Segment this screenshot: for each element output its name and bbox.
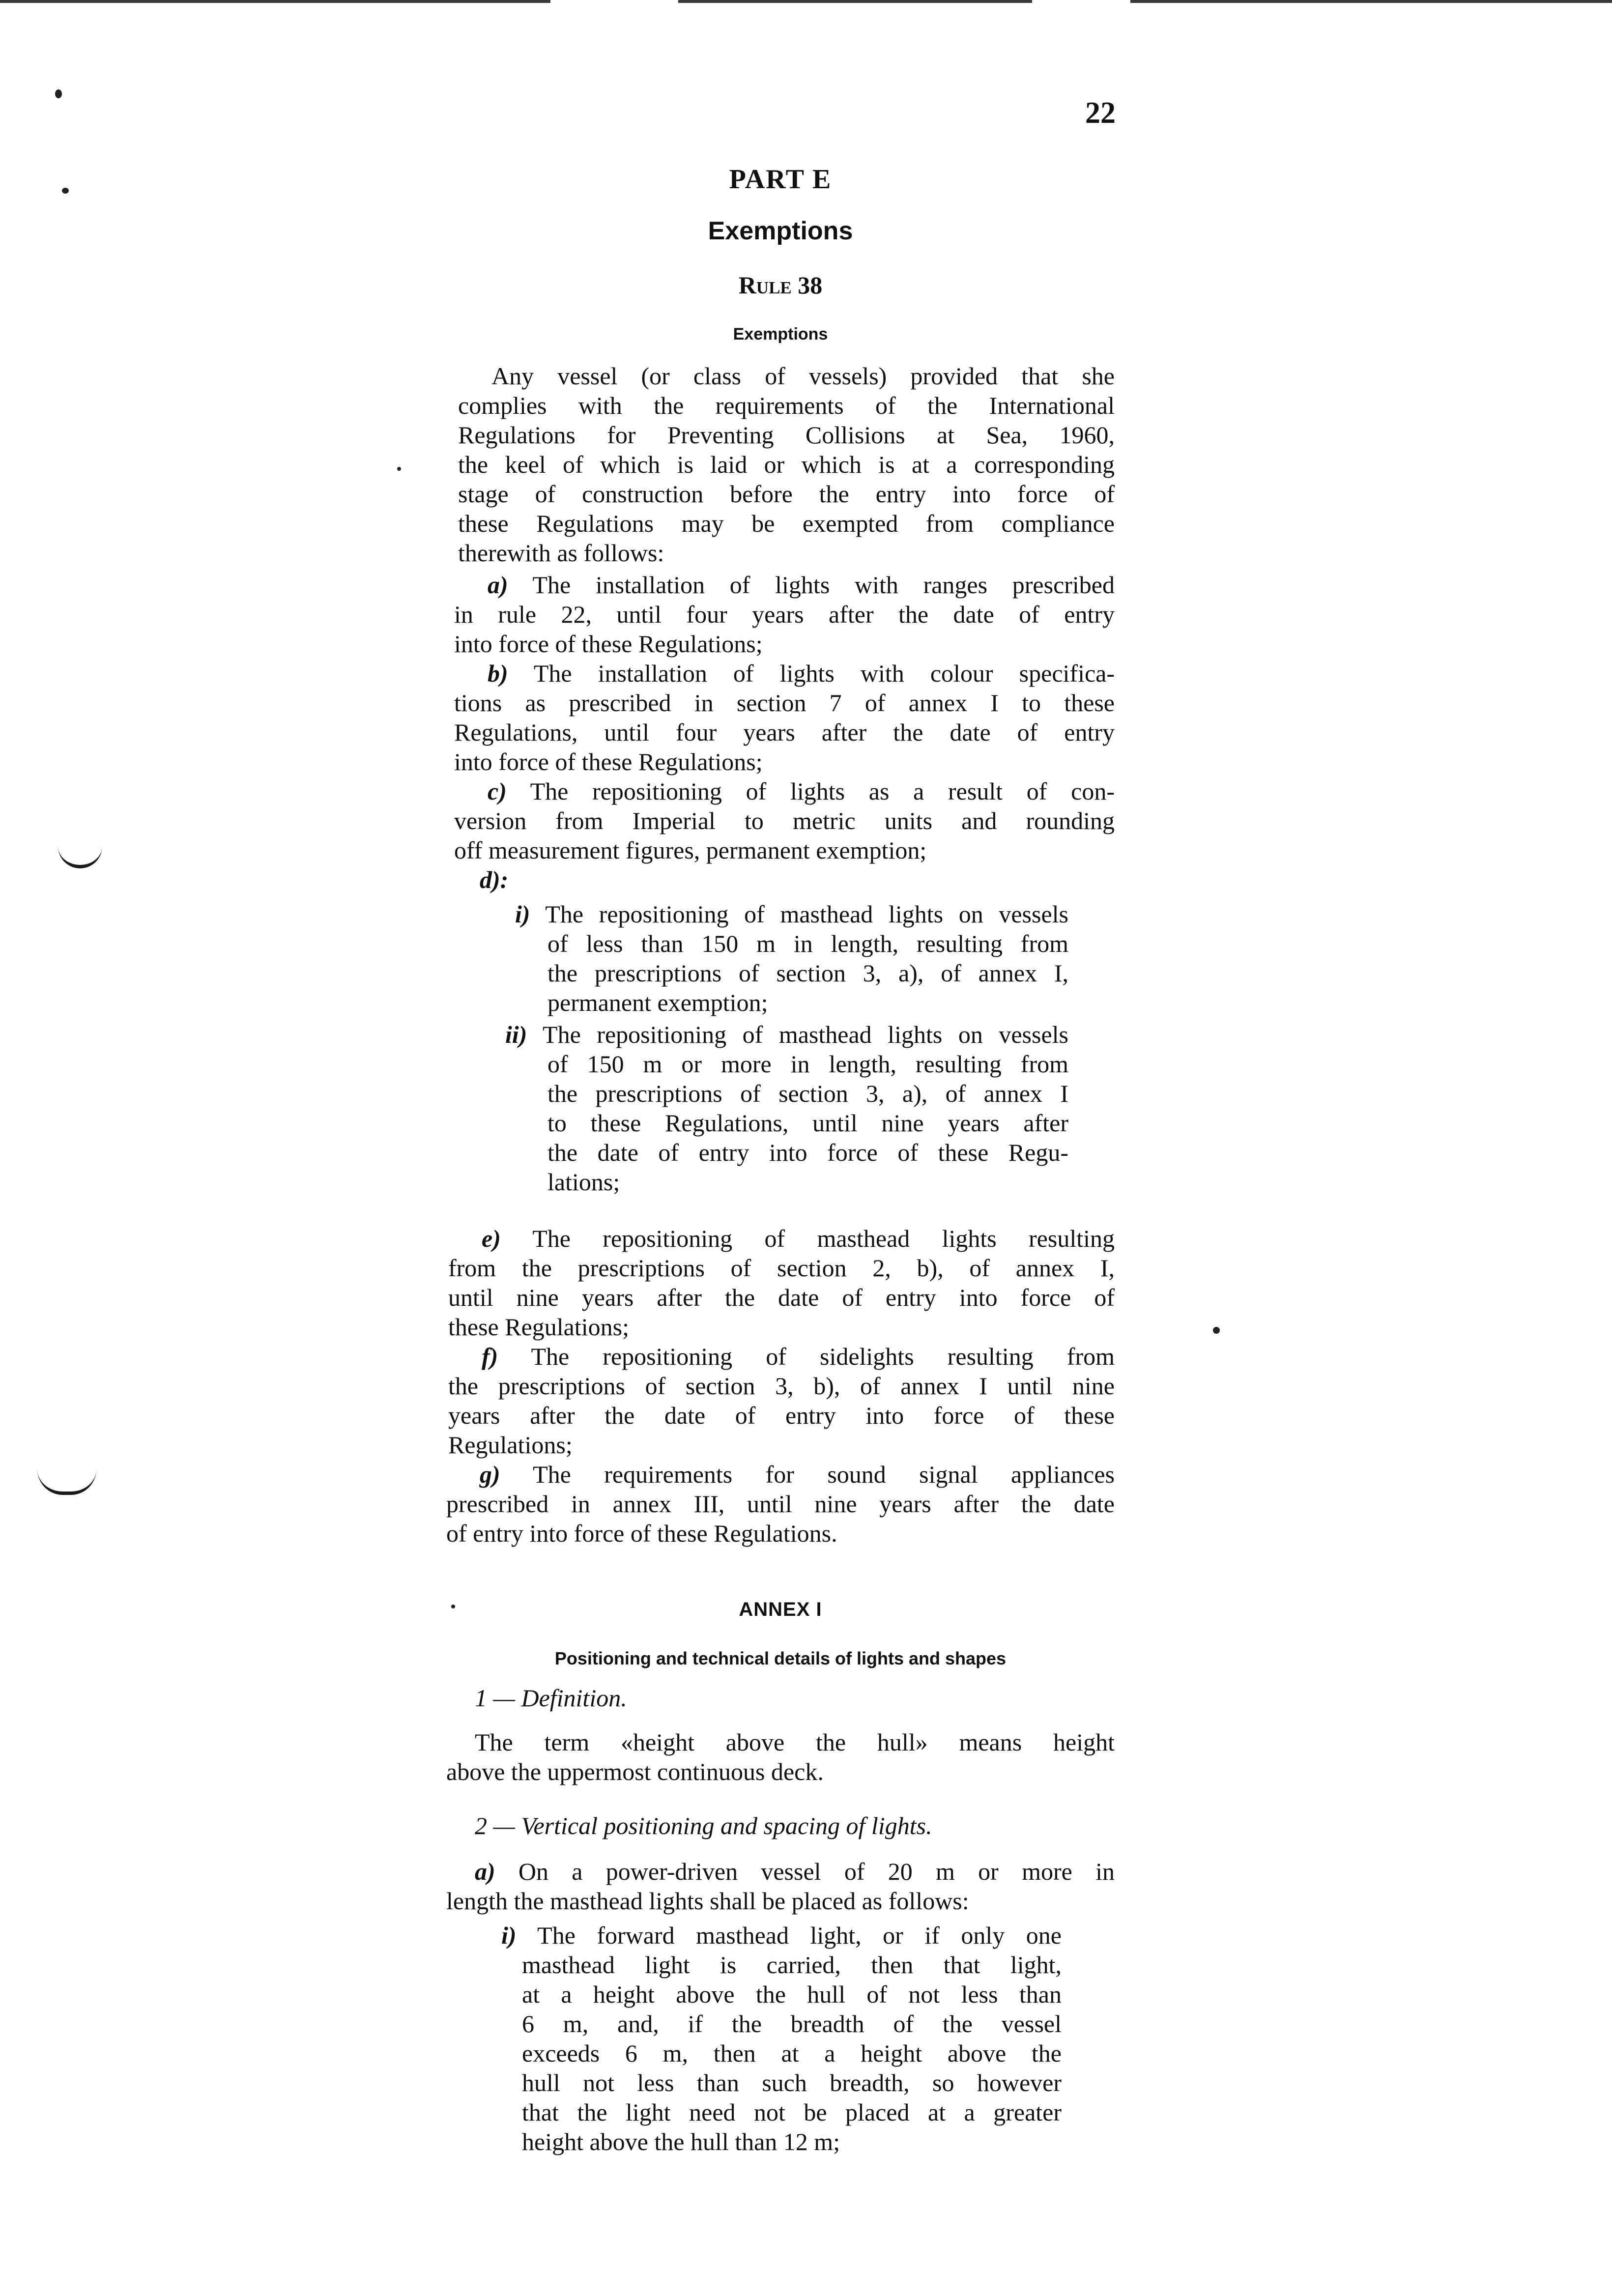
item-line: of entry into force of these Regulations.	[446, 1520, 837, 1547]
intro-line: Any vessel (or class of vessels) provided that she	[491, 362, 1115, 390]
margin-pencil-mark	[37, 1469, 96, 1495]
item-g	[446, 1460, 1115, 1548]
item-label: i)	[501, 1922, 517, 1949]
item-line: from the prescriptions of section 2, b), of annex I,	[448, 1254, 1115, 1282]
item-line: these Regulations;	[448, 1313, 629, 1341]
item-line: prescribed in annex III, until nine years after the date	[446, 1490, 1115, 1518]
item-line: of 150 m or more in length, resulting from	[547, 1050, 1068, 1078]
margin-pencil-mark	[58, 840, 102, 868]
item-d-ii	[505, 1020, 1068, 1197]
section-line: masthead light is carried, then that light,	[522, 1951, 1062, 1979]
item-line: of less than 150 m in length, resulting from	[547, 930, 1068, 957]
item-line: into force of these Regulations;	[454, 630, 763, 658]
item-f	[448, 1342, 1115, 1460]
item-label: a)	[475, 1858, 495, 1885]
intro-line: complies with the requirements of the International	[458, 392, 1115, 419]
section-2-a	[446, 1857, 1115, 1916]
intro-line: therewith as follows:	[458, 539, 664, 567]
section-heading: 1 — Definition.	[475, 1684, 627, 1712]
item-label: i)	[515, 900, 530, 928]
section-line: exceeds 6 m, then at a height above the	[522, 2039, 1062, 2067]
section-line: length the masthead lights shall be placed as follows:	[446, 1887, 969, 1915]
section-line: The term «height above the hull» means height	[475, 1728, 1115, 1756]
section-line: 6 m, and, if the breadth of the vessel	[522, 2010, 1062, 2038]
item-line: The repositioning of sidelights resulting from	[498, 1343, 1115, 1370]
item-e	[448, 1224, 1115, 1342]
annex-subtitle: Positioning and technical details of lights and shapes	[554, 1648, 1007, 1668]
section-heading: 2 — Vertical positioning and spacing of lights.	[475, 1812, 932, 1839]
section-1-text	[446, 1727, 1115, 1786]
item-label: d):	[480, 866, 509, 893]
scan-speck	[62, 188, 69, 194]
item-d-i	[515, 899, 1068, 1017]
item-label: e)	[482, 1225, 501, 1252]
item-line: The requirements for sound signal appliances	[500, 1461, 1115, 1488]
item-line: Regulations, until four years after the date of entry	[454, 718, 1115, 746]
page-body	[446, 0, 1115, 2296]
item-label: g)	[480, 1461, 500, 1488]
item-c	[454, 776, 1115, 865]
scan-speck	[55, 89, 62, 98]
item-label: f)	[482, 1343, 498, 1370]
item-line: in rule 22, until four years after the date of entry	[454, 601, 1115, 628]
intro-line: these Regulations may be exempted from compliance	[458, 510, 1115, 537]
part-title: PART E	[729, 164, 832, 195]
section-line: that the light need not be placed at a greater	[522, 2098, 1062, 2126]
scan-top-edge	[1130, 0, 1612, 3]
intro-line: stage of construction before the entry into force of	[458, 480, 1115, 508]
item-line: version from Imperial to metric units and rounding	[454, 807, 1115, 834]
item-label: ii)	[505, 1021, 527, 1048]
intro-paragraph	[458, 361, 1115, 568]
item-label: b)	[488, 660, 508, 687]
item-line: until nine years after the date of entry into force of	[448, 1284, 1115, 1311]
item-b	[454, 659, 1115, 776]
rule-title: Exemptions	[733, 325, 828, 344]
item-line: The repositioning of masthead lights on vessels	[527, 1021, 1068, 1048]
item-line: Regulations;	[448, 1431, 573, 1459]
item-line: The installation of lights with colour specifica-	[508, 660, 1115, 687]
item-line: the prescriptions of section 3, b), of annex I until nine	[448, 1372, 1115, 1400]
section-line: hull not less than such breadth, so however	[522, 2069, 1062, 2096]
item-d	[480, 865, 676, 894]
item-line: The installation of lights with ranges prescribed	[508, 571, 1115, 599]
section-line: at a height above the hull of not less than	[522, 1980, 1062, 2008]
item-line: tions as prescribed in section 7 of annex I to these	[454, 689, 1115, 717]
page-number: 22	[1085, 96, 1116, 130]
item-line: off measurement figures, permanent exemption;	[454, 836, 927, 864]
scan-speck	[397, 467, 401, 471]
item-label: a)	[488, 571, 508, 599]
intro-line: the keel of which is laid or which is at a corresponding	[458, 451, 1115, 478]
item-line: the prescriptions of section 3, a), of annex I,	[547, 959, 1068, 987]
item-line: The repositioning of masthead lights resulting	[500, 1225, 1115, 1252]
item-a	[454, 570, 1115, 659]
item-line: The repositioning of masthead lights on vessels	[530, 900, 1068, 928]
section-line: On a power-driven vessel of 20 m or more in	[495, 1858, 1115, 1885]
item-line: The repositioning of lights as a result of con-	[506, 777, 1115, 805]
section-line: height above the hull than 12 m;	[522, 2128, 840, 2155]
scan-speck	[1213, 1327, 1220, 1334]
item-line: lations;	[547, 1168, 620, 1196]
section-2-a-i	[501, 1921, 1062, 2156]
section-line: above the uppermost continuous deck.	[446, 1758, 824, 1785]
item-line: the prescriptions of section 3, a), of annex I	[547, 1080, 1068, 1107]
item-label: c)	[488, 777, 507, 805]
intro-line: Regulations for Preventing Collisions at Sea, 1960,	[458, 421, 1115, 449]
annex-title: ANNEX I	[739, 1599, 822, 1620]
item-line: the date of entry into force of these Regu-	[547, 1139, 1068, 1166]
part-subtitle: Exemptions	[708, 217, 853, 245]
item-line: permanent exemption;	[547, 989, 768, 1016]
section-line: The forward masthead light, or if only one	[516, 1922, 1062, 1949]
item-line: years after the date of entry into force of these	[448, 1402, 1115, 1429]
item-line: into force of these Regulations;	[454, 748, 763, 775]
rule-label: Rule 38	[738, 271, 823, 299]
item-line: to these Regulations, until nine years after	[547, 1109, 1068, 1137]
